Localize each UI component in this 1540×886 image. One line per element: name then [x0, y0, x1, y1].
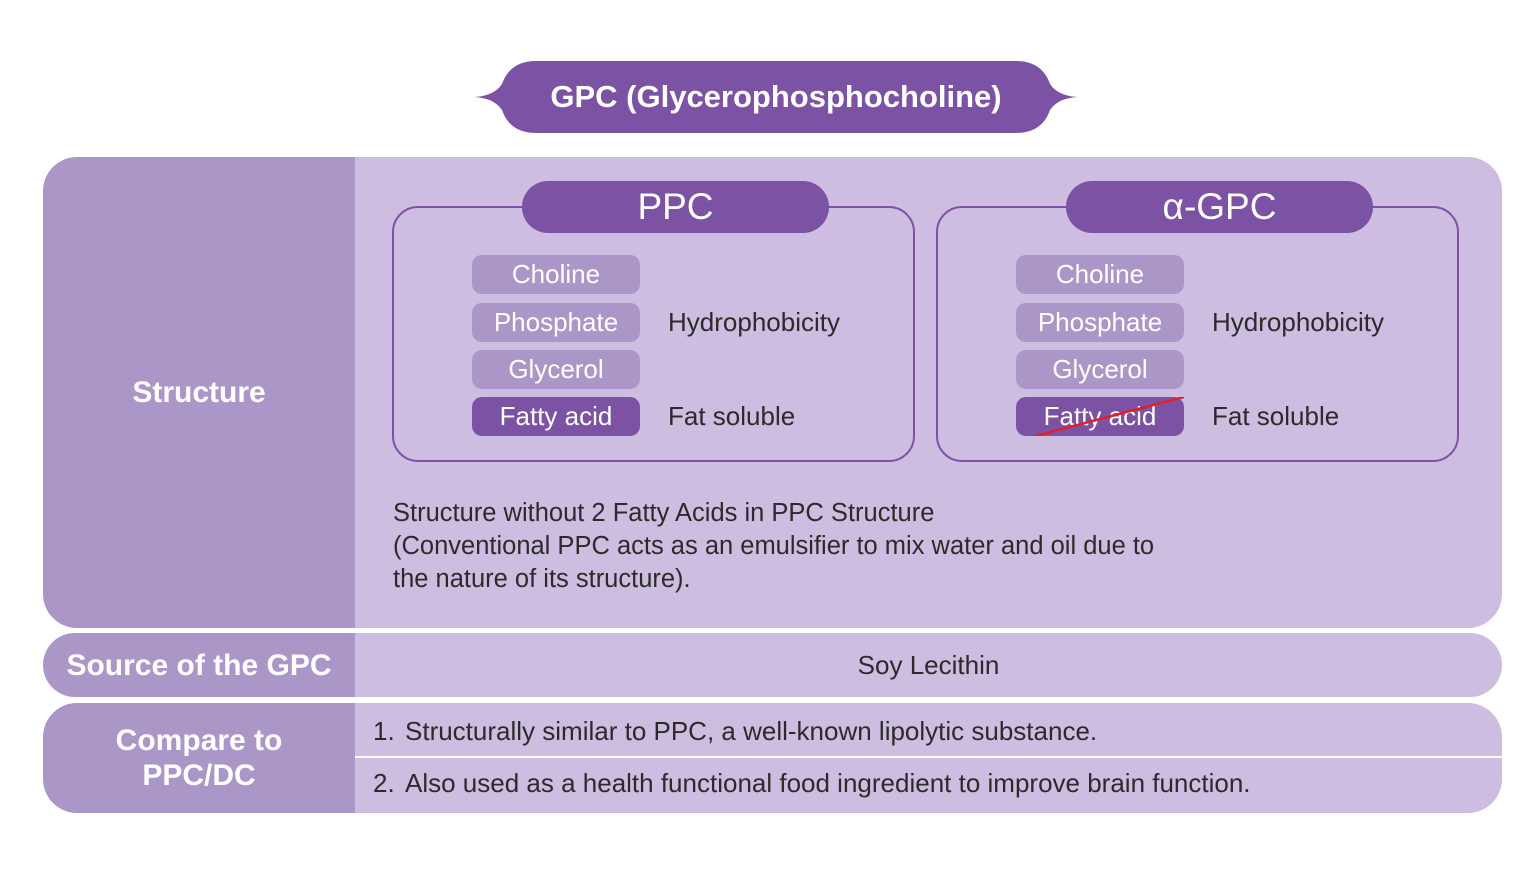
structure-label: Structure [43, 157, 355, 628]
agpc-panel-title: α-GPC [1066, 181, 1373, 233]
ppc-fatty-acid-chip: Fatty acid [472, 397, 640, 436]
compare-item [355, 705, 1502, 757]
agpc-choline-chip: Choline [1016, 255, 1184, 294]
ppc-glycerol-chip: Glycerol [472, 350, 640, 389]
page-title: GPC (Glycerophosphocholine) [550, 79, 1002, 114]
compare-item-number: 2. [373, 768, 395, 798]
structure-note-line: Structure without 2 Fatty Acids in PPC Structure [393, 499, 935, 527]
ppc-panel-title: PPC [522, 181, 829, 233]
compare-body [355, 703, 1502, 813]
agpc-fatty-acid-chip [1016, 397, 1184, 436]
agpc-fat-soluble-label: Fat soluble [1212, 401, 1340, 431]
structure-note-line: the nature of its structure). [393, 565, 691, 593]
compare-item-number: 1. [373, 716, 395, 746]
structure-row [43, 157, 1502, 628]
source-value: Soy Lecithin [857, 650, 1000, 680]
title-banner [474, 60, 1078, 134]
compare-label-text: Compare to PPC/DC [115, 724, 283, 792]
compare-item-text: Structurally similar to PPC, a well-known lipolytic substance. [405, 716, 1098, 746]
source-body [355, 633, 1502, 697]
ppc-choline-chip: Choline [472, 255, 640, 294]
ppc-panel [392, 186, 915, 462]
structure-note-line: (Conventional PPC acts as an emulsifier to mix water and oil due to [393, 532, 1155, 560]
compare-item-text: Also used as a health functional food ingredient to improve brain function. [405, 768, 1251, 798]
agpc-phosphate-chip: Phosphate [1016, 303, 1184, 342]
compare-row [43, 703, 1502, 813]
structure-note [393, 497, 1213, 596]
ppc-fat-soluble-label: Fat soluble [668, 401, 796, 431]
agpc-glycerol-chip: Glycerol [1016, 350, 1184, 389]
structure-body [355, 157, 1502, 628]
agpc-panel [936, 186, 1459, 462]
ppc-hydrophobicity-label: Hydrophobicity [668, 307, 840, 337]
ppc-phosphate-chip: Phosphate [472, 303, 640, 342]
agpc-hydrophobicity-label: Hydrophobicity [1212, 307, 1384, 337]
strikethrough-icon [1016, 397, 1184, 436]
compare-label [43, 703, 355, 813]
agpc-fatty-acid-label: Fatty acid [1043, 401, 1157, 431]
source-label: Source of the GPC [43, 633, 355, 697]
source-row [43, 633, 1502, 697]
compare-item [355, 757, 1502, 809]
